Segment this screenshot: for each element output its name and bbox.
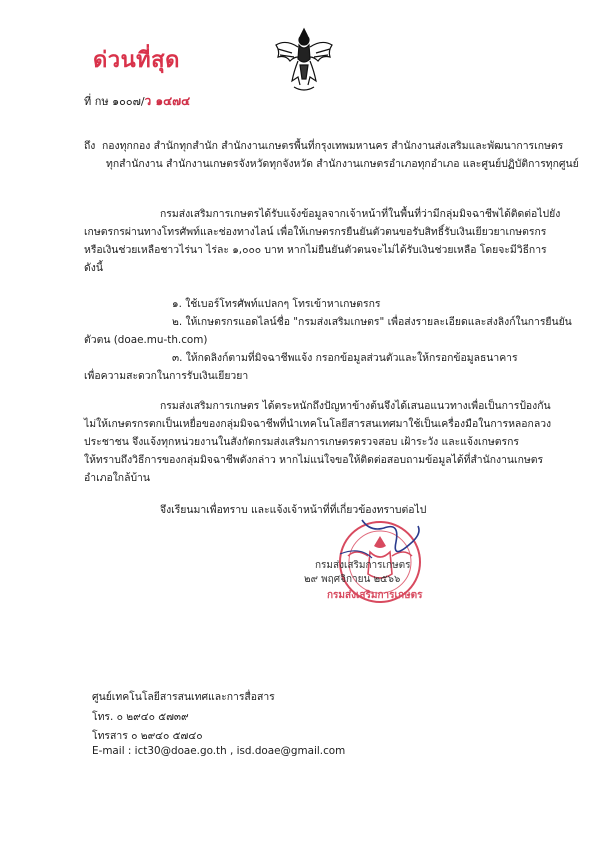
garuda-emblem-icon <box>272 25 336 95</box>
urgency-stamp: ด่วนที่สุด <box>93 47 180 73</box>
body-paragraph-1-line-1: กรมส่งเสริมการเกษตรได้รับแจ้งข้อมูลจากเจ้าหน้าที่ในพื้นที่ว่ามีกลุ่มมิจฉาชีพได้ติดต่อไปยัง <box>160 208 561 220</box>
list-item-2-line-1: ๒. ให้เกษตรกรแอดไลน์ชื่อ "กรมส่งเสริมเกษตร" เพื่อส่งรายละเอียดและส่งลิงก์ในการยืนยัน <box>172 316 572 328</box>
body-paragraph-1-line-3: หรือเงินช่วยเหลือชาวไร่นา ไร่ละ ๑,๐๐๐ บาท หากไม่ยืนยันตัวตนจะไม่ได้รับเงินช่วยเหลือ โดยจะมีวิธีการ <box>84 244 547 256</box>
signature-date: ๒๙ พฤศจิกายน ๒๕๖๖ <box>304 574 401 585</box>
footer-phone: โทร. ๐ ๒๙๔๐ ๕๗๓๙ <box>92 711 189 723</box>
list-item-1: ๑. ใช้เบอร์โทรศัพท์แปลกๆ โทรเข้าหาเกษตรกร <box>172 298 381 310</box>
footer-fax: โทรสาร ๐ ๒๙๔๐ ๕๗๔๐ <box>92 730 203 742</box>
body-paragraph-2-line-1: กรมส่งเสริมการเกษตร ได้ตระหนักถึงปัญหาข้างต้นจึงได้เสนอแนวทางเพื่อเป็นการป้องกัน <box>160 400 551 412</box>
addressee-line-2: ทุกสำนักงาน สำนักงานเกษตรจังหวัดทุกจังหวัด สำนักงานเกษตรอำเภอทุกอำเภอ และศูนย์ปฏิบัติการทุกศูนย์ <box>106 158 579 170</box>
body-paragraph-2-line-5: อำเภอใกล้บ้าน <box>84 472 150 484</box>
list-item-3-line-2: เพื่อความสะดวกในการรับเงินเยียวยา <box>84 370 249 382</box>
list-item-2-line-2: ตัวตน (doae.mu-th.com) <box>84 334 208 346</box>
body-paragraph-1-line-4: ดังนี้ <box>84 262 103 274</box>
list-item-3-line-1: ๓. ให้กดลิงก์ตามที่มิจฉาชีพแจ้ง กรอกข้อมูลส่วนตัวและให้กรอกข้อมูลธนาคาร <box>172 352 518 364</box>
addressee-label: ถึง <box>84 140 96 152</box>
body-paragraph-2-line-3: ประชาชน จึงแจ้งทุกหน่วยงานในสังกัดกรมส่งเสริมการเกษตรตรวจสอบ เฝ้าระวัง และแจ้งเกษตรกร <box>84 436 519 448</box>
document-number-prefix: ที่ กษ ๑๐๐๗/ <box>84 95 145 108</box>
seal-text: กรมส่งเสริมการเกษตร <box>327 590 423 601</box>
signature-org: กรมส่งเสริมการเกษตร <box>315 560 411 571</box>
document-number-handwritten: ว ๑๔๗๔ <box>144 94 191 108</box>
body-paragraph-2-line-4: ให้ทราบถึงวิธีการของกลุ่มมิจฉาชีพดังกล่าว หากไม่แน่ใจขอให้ติดต่อสอบถามข้อมูลได้ที่สำนักงานเกษตร <box>84 454 544 466</box>
footer-email: E-mail : ict30@doae.go.th , isd.doae@gmail.com <box>92 745 346 757</box>
addressee-line-1 <box>84 139 563 153</box>
document-number <box>84 92 190 111</box>
addressee-text-1: กองทุกกอง สำนักทุกสำนัก สำนักงานเกษตรพื้นที่กรุงเทพมหานคร สำนักงานส่งเสริมและพัฒนาการเกษตร <box>101 140 564 152</box>
footer-unit: ศูนย์เทคโนโลยีสารสนเทศและการสื่อสาร <box>92 691 275 703</box>
closing-line: จึงเรียนมาเพื่อทราบ และแจ้งเจ้าหน้าที่ที่เกี่ยวข้องทราบต่อไป <box>160 504 427 516</box>
body-paragraph-2-line-2: ไม่ให้เกษตรกรตกเป็นเหยื่อของกลุ่มมิจฉาชีพที่นำเทคโนโลยีสารสนเทศมาใช้เป็นเครื่องมือในการหลอกลวง <box>84 418 552 430</box>
body-paragraph-1-line-2: เกษตรกรผ่านทางโทรศัพท์และช่องทางไลน์ เพื่อให้เกษตรกรยืนยันตัวตนขอรับสิทธิ์รับเงินเยียวยาเกษตรกร <box>84 226 547 238</box>
